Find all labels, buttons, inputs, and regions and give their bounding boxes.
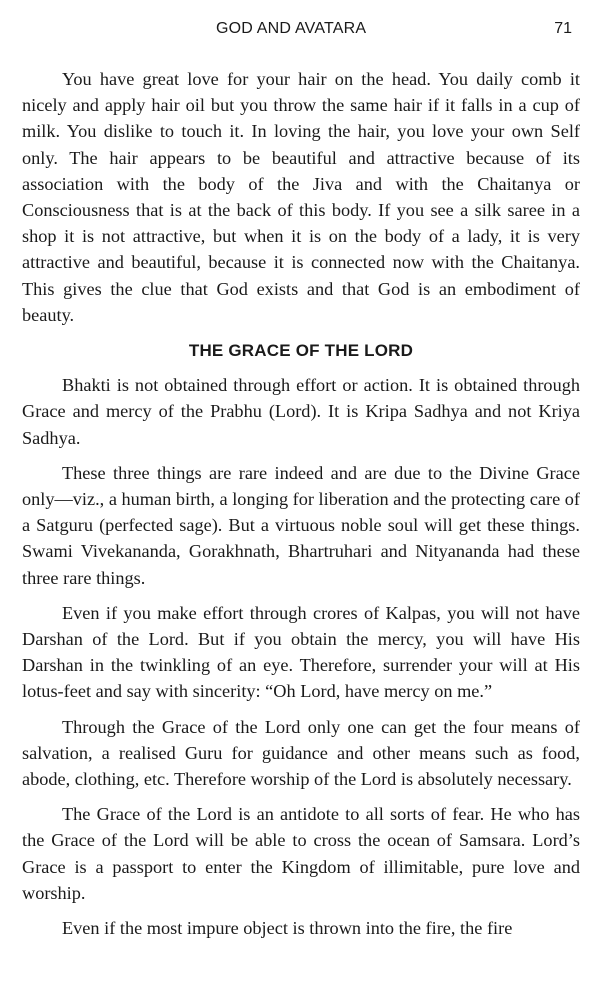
paragraph-continued: Even if the most impure object is thrown into the fire, the fire	[62, 918, 513, 939]
paragraph: These three things are rare indeed and are due to the Divine Grace only—viz., a human birth, a longing for liberation and the protecting care of a Satguru (perfected sage). But a virtuous noble soul will get these things. Swami Vivekananda, Gorakhnath, Bhartruhari and Nityananda had these three rare things.	[22, 462, 580, 588]
paragraph: Bhakti is not obtained through effort or action. It is obtained through Grace and mercy of the Prabhu (Lord). It is Kripa Sadhya and not Kriya Sadhya.	[22, 375, 580, 448]
running-header-title: GOD AND AVATARA	[216, 20, 367, 37]
page-number: 71	[554, 20, 572, 37]
paragraph: Even if you make effort through crores of Kalpas, you will not have Darshan of the Lord. But if you obtain the mercy, you will have His Darshan in the twinkling of an eye. Therefore, surrender your will at His lotus-feet and say with sincerity: “Oh Lord, have mercy on me.”	[22, 602, 580, 702]
paragraph: The Grace of the Lord is an antidote to all sorts of fear. He who has the Grace of the Lord will be able to cross the ocean of Samsara. Lord’s Grace is a passport to enter the Kingdom of illimitable, pure love and worship.	[22, 804, 580, 903]
section-heading: THE GRACE OF THE LORD	[188, 341, 414, 361]
paragraph: You have great love for your hair on the head. You daily comb it nicely and apply hair oil but you throw the same hair if it falls in a cup of milk. You dislike to touch it. In loving the hair, you love your own Self only. The hair appears to be beautiful and attractive because of its association with the body of the Jiva and with the Chaitanya or Consciousness that is at the back of this body. If you see a silk saree in a shop it is not attractive, but when it is on the body of a lady, it is very attractive and beautiful, because it is connected now with the Chaitanya. This gives the clue that God exists and that God is an embodiment of beauty.	[22, 69, 580, 325]
paragraph: Through the Grace of the Lord only one can get the four means of salvation, a realised Guru for guidance and other means such as food, abode, clothing, etc. Therefore worship of the Lord is absolutely necessary.	[22, 716, 580, 790]
page-body	[22, 66, 580, 950]
